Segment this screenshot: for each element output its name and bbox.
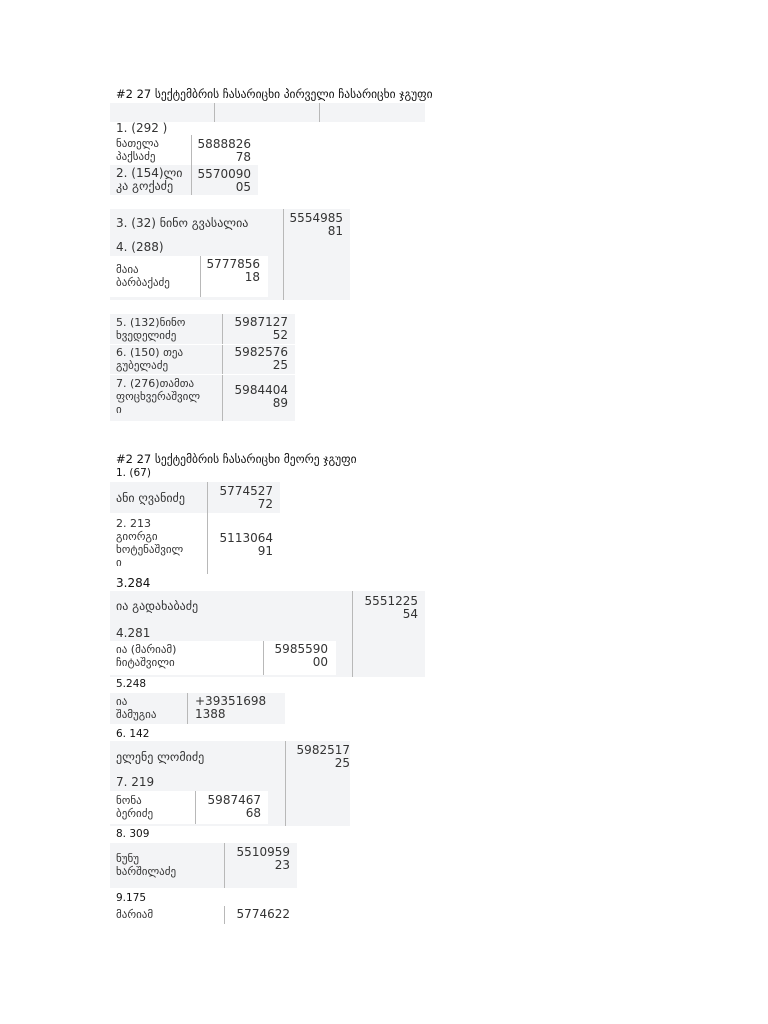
g2-divider bbox=[224, 843, 225, 888]
g2-item1-number: 5774527 72 bbox=[219, 484, 273, 511]
g2-divider bbox=[285, 741, 286, 826]
g2-item4-number: 5985590 00 bbox=[274, 642, 328, 669]
g1-divider bbox=[283, 209, 284, 300]
g2-divider bbox=[187, 693, 188, 724]
g2-item4-label: 4.281 bbox=[116, 626, 151, 640]
g1-divider bbox=[222, 314, 223, 421]
g1-item3-label: 3. (32) ნინო გვასალია bbox=[116, 216, 249, 230]
g2-item5-number: +39351698 1388 bbox=[195, 694, 267, 721]
g2-item9-number: 5774622 bbox=[236, 907, 290, 921]
g1-item5-label: 5. (132)ნინო ხვედელიძე bbox=[116, 316, 186, 342]
g1-item4-number: 5777856 18 bbox=[206, 257, 260, 284]
group2-heading: #2 27 სექტემბრის ჩასარიცხი მეორე ჯგუფი bbox=[116, 452, 357, 466]
g1-item5-number: 5987127 52 bbox=[234, 315, 288, 342]
g1-divider bbox=[191, 165, 192, 195]
g2-item2-label: 2. 213 გიორგი ხოტენაშვილ ი bbox=[116, 517, 184, 569]
g2-item7-name: ნონა ბერიძე bbox=[116, 794, 154, 820]
g2-item2-number: 5113064 91 bbox=[219, 531, 273, 558]
g2-item9-label: 9.175 bbox=[116, 892, 147, 904]
g1-item3-number: 5554985 81 bbox=[289, 211, 343, 238]
g2-item8-name: ნუნუ ხარშილაძე bbox=[116, 852, 177, 878]
g2-divider bbox=[352, 591, 353, 677]
g1-item1-name: ნათელა პაქსაძე bbox=[116, 137, 160, 163]
g2-item5-name: ია შამუგია bbox=[116, 695, 157, 721]
g2-item3-number: 5551225 54 bbox=[364, 594, 418, 621]
g2-item8-label: 8. 309 bbox=[116, 828, 150, 840]
g2-item5-label: 5.248 bbox=[116, 678, 147, 690]
g1-item6-label: 6. (150) თეა გუბელაძე bbox=[116, 346, 184, 372]
g1-item2-label: 2. (154)ლი კა გოქაძე bbox=[116, 166, 183, 193]
g1-divider bbox=[200, 256, 201, 297]
g1-row-sep bbox=[110, 374, 295, 375]
g2-item4-name: ია (მარიამ) ჩიტაშვილი bbox=[116, 643, 177, 669]
g2-item7-label: 7. 219 bbox=[116, 775, 155, 789]
g2-item3-label: 3.284 bbox=[116, 576, 151, 590]
g1-item2-number: 5570090 05 bbox=[197, 167, 251, 194]
group1-header-divider bbox=[319, 103, 320, 122]
g2-item9-name: მარიამ bbox=[116, 908, 154, 921]
g2-item1-name: ანი ღვანიძე bbox=[116, 491, 185, 505]
group1-header-row bbox=[110, 103, 425, 122]
g2-divider bbox=[207, 482, 208, 574]
g2-item1-label: 1. (67) bbox=[116, 467, 151, 479]
g2-item6-label: 6. 142 bbox=[116, 728, 150, 740]
g1-item4-label: 4. (288) bbox=[116, 240, 164, 254]
g1-item1-number: 5888826 78 bbox=[197, 137, 251, 164]
g1-item4-name: მაია ბარბაქაძე bbox=[116, 263, 170, 289]
g2-item7-number: 5987467 68 bbox=[207, 793, 261, 820]
group1-heading: #2 27 სექტემბრის ჩასარიცხი პირველი ჩასარიცხი ჯგუფი bbox=[116, 87, 433, 101]
g2-item6-number: 5982517 25 bbox=[296, 743, 350, 770]
g2-divider bbox=[263, 641, 264, 675]
g2-divider bbox=[195, 791, 196, 824]
g1-item6-number: 5982576 25 bbox=[234, 345, 288, 372]
g2-item8-number: 5510959 23 bbox=[236, 845, 290, 872]
g1-item1-label: 1. (292 ) bbox=[116, 121, 168, 135]
group1-header-divider bbox=[214, 103, 215, 122]
g2-item3-name: ია გადახაბაძე bbox=[116, 599, 199, 613]
g2-item6-name: ელენე ლომიძე bbox=[116, 750, 205, 764]
g1-item7-number: 5984404 89 bbox=[234, 383, 288, 410]
g2-divider bbox=[224, 906, 225, 924]
g1-item7-label: 7. (276)თამთა ფოცხვერაშვილ ი bbox=[116, 377, 201, 416]
